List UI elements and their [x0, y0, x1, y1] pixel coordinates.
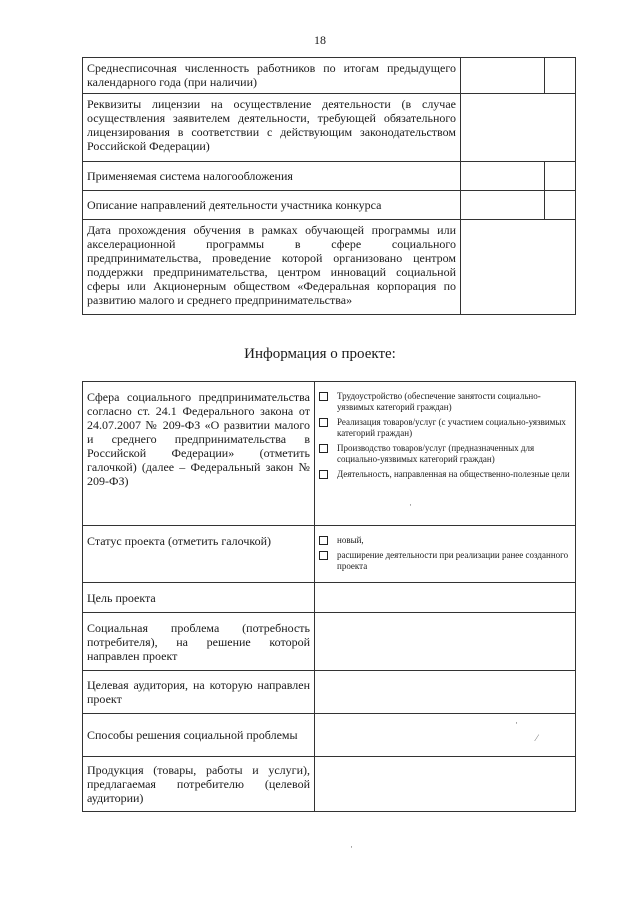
row-value[interactable] — [315, 757, 576, 812]
row-label: Продукция (товары, работы и услуги), предлагаемая потребителю (целевой аудитории) — [83, 757, 315, 812]
row-value[interactable] — [315, 583, 576, 613]
row-value[interactable] — [315, 671, 576, 714]
table-row — [83, 583, 576, 613]
status-option[interactable] — [319, 550, 571, 572]
option-label: расширение деятельности при реализации ранее созданного проекта — [337, 550, 569, 571]
sphere-option[interactable] — [319, 417, 571, 439]
option-label: Производство товаров/услуг (предназначенных для социально-уязвимых категорий граждан) — [337, 443, 535, 464]
table-row — [83, 714, 576, 757]
checkbox[interactable] — [319, 551, 328, 560]
status-options — [315, 526, 576, 583]
row-label: Дата прохождения обучения в рамках обучающей программы или акселерационной программы в сфере социального предпринимательства, проведение которой организовано центром поддержки предпринимательства, центром инноваций социальной сферы или Акционерным обществом «Федеральная корпорация по развитию малого и среднего предпринимательства» — [83, 220, 461, 315]
table-row — [83, 671, 576, 714]
checkbox[interactable] — [319, 444, 328, 453]
table-row — [83, 191, 576, 220]
row-value[interactable] — [461, 58, 576, 94]
checkbox[interactable] — [319, 392, 328, 401]
sphere-option[interactable] — [319, 443, 571, 465]
row-value[interactable] — [461, 191, 576, 220]
row-label: Описание направлений деятельности участника конкурса — [83, 191, 461, 220]
page-number: 18 — [314, 33, 326, 47]
table-row — [83, 382, 576, 526]
table-row — [83, 220, 576, 315]
scan-speck: ⁄ — [536, 733, 538, 743]
row-label: Реквизиты лицензии на осуществление деятельности (в случае осуществления заявителем деятельности, требующей обязательного лицензирования в соответствии с действующим законодательством Российской Федерации) — [83, 94, 461, 162]
table-row — [83, 94, 576, 162]
sphere-label: Сфера социального предпринимательства согласно ст. 24.1 Федерального закона от 24.07.2007 № 209-ФЗ «О развитии малого и среднего предпринимательства в Российской Федерации» (отметить галочкой) (далее – Федеральный закон № 209-ФЗ) — [83, 382, 315, 526]
table-row — [83, 613, 576, 671]
project-info-table — [82, 381, 576, 812]
table-row — [83, 757, 576, 812]
row-label: Социальная проблема (потребность потребителя), на решение которой направлен проект — [83, 613, 315, 671]
row-value[interactable] — [315, 613, 576, 671]
table-row — [83, 58, 576, 94]
option-label: Трудоустройство (обеспечение занятости социально-уязвимых категорий граждан) — [337, 391, 541, 412]
checkbox[interactable] — [319, 470, 328, 479]
sphere-option[interactable] — [319, 391, 571, 413]
option-label: Деятельность, направленная на общественно-полезные цели — [337, 469, 570, 479]
company-info-table — [82, 57, 576, 315]
status-label: Статус проекта (отметить галочкой) — [83, 526, 315, 583]
row-label: Целевая аудитория, на которую направлен проект — [83, 671, 315, 714]
scan-speck: · — [515, 718, 518, 728]
row-label: Цель проекта — [83, 583, 315, 613]
table-row — [83, 162, 576, 191]
option-label: новый, — [337, 535, 364, 545]
checkbox[interactable] — [319, 536, 328, 545]
status-option[interactable] — [319, 535, 571, 546]
row-value[interactable] — [461, 220, 576, 315]
table-row — [83, 526, 576, 583]
option-label: Реализация товаров/услуг (с участием социально-уязвимых категорий граждан) — [337, 417, 566, 438]
row-label: Применяемая система налогообложения — [83, 162, 461, 191]
scan-speck: · — [350, 842, 353, 852]
row-value[interactable] — [461, 94, 576, 162]
sphere-options — [315, 382, 576, 526]
row-value[interactable] — [461, 162, 576, 191]
section-title: Информация о проекте: — [244, 346, 396, 362]
row-label: Способы решения социальной проблемы — [83, 714, 315, 757]
row-label: Среднесписочная численность работников по итогам предыдущего календарного года (при наличии) — [83, 58, 461, 94]
sphere-option[interactable] — [319, 469, 571, 480]
scan-speck: · — [409, 500, 412, 510]
checkbox[interactable] — [319, 418, 328, 427]
